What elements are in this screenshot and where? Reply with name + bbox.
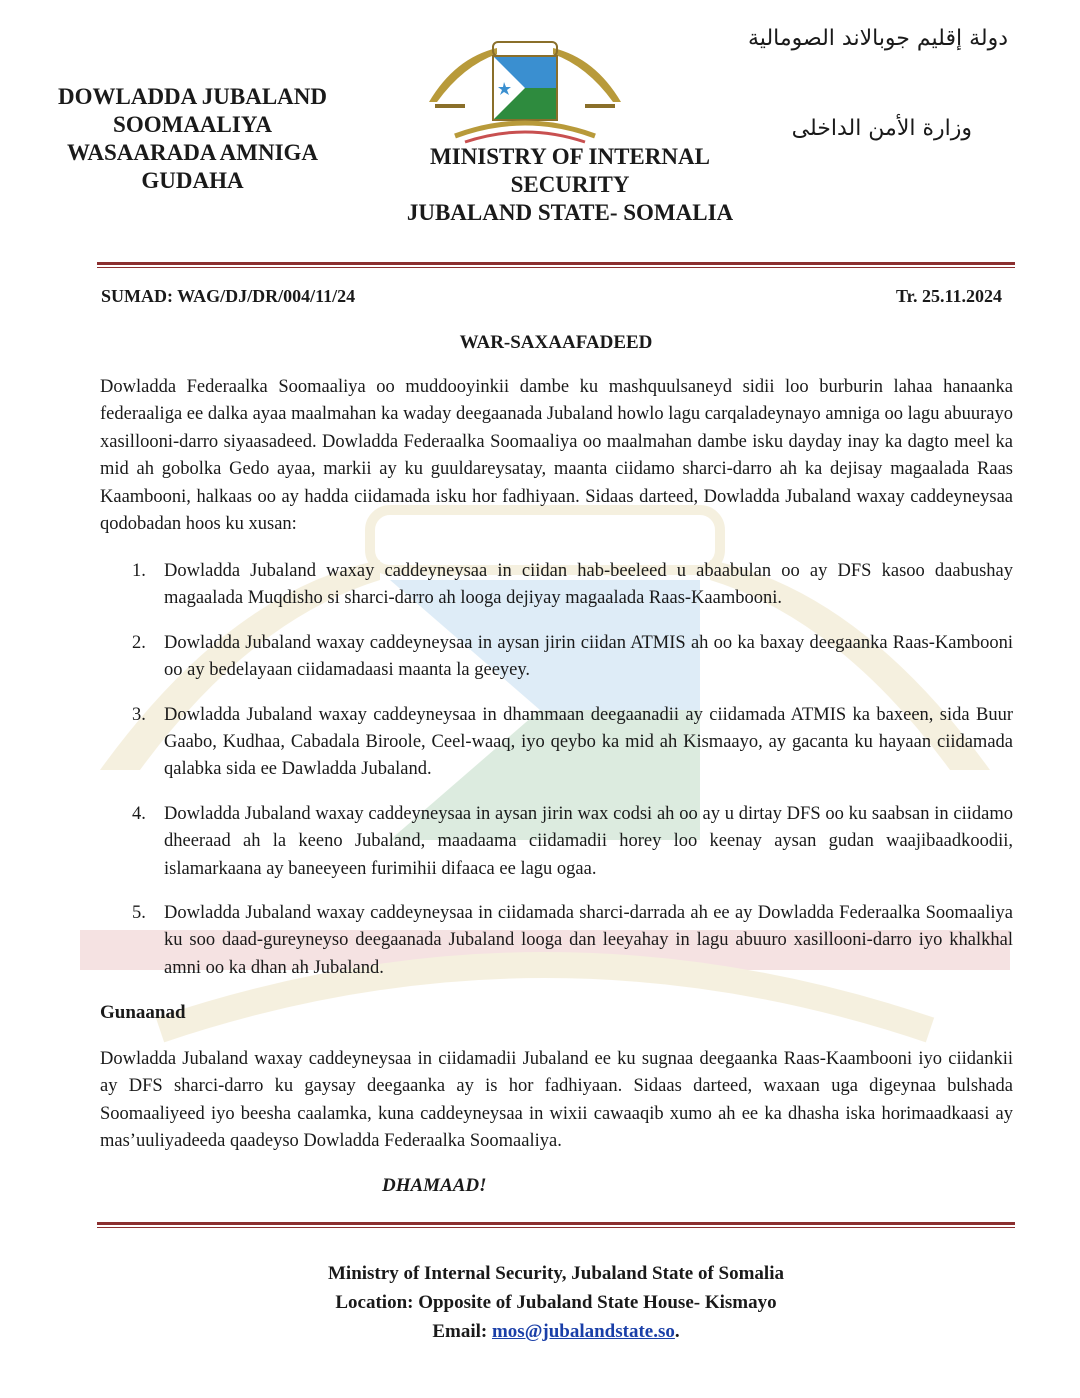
header-divider: [97, 262, 1015, 268]
footer-divider: [97, 1222, 1015, 1228]
list-item-number: 4.: [132, 803, 146, 824]
list-item: [100, 801, 1013, 883]
list-item-text: Dowladda Jubaland waxay caddeyneysaa in aysan jirin wax codsi ah oo ay u dirtay DFS oo ku saabsan in ciidamo dheeraad ah la keeno Jubaland, maadaama ciidamadii horey loo keenay aysan gudan waajibaadkoodii, islamarkaana ay baneeyeen furimihii difaaca ee lagu ogaa.: [164, 803, 1013, 879]
header-arabic-state: دولة إقليم جوبالاند الصومالية: [748, 26, 1008, 51]
list-item-text: Dowladda Jubaland waxay caddeyneysaa in aysan jirin ciidan ATMIS ah oo ka baxay deegaanka Raas-Kambooni oo ay bedelayaan ciidamadaasi maanta la geeyey.: [164, 632, 1013, 681]
footer-email-link[interactable]: mos@jubalandstate.so: [491, 1321, 675, 1342]
header-center-block: [360, 143, 780, 227]
footer-ministry: Ministry of Internal Security, Jubaland State of Somalia: [327, 1263, 784, 1284]
reference-number: SUMAD: WAG/DJ/DR/004/11/24: [101, 286, 356, 306]
points-list: [100, 558, 1013, 982]
footer-block: [0, 1259, 1080, 1346]
header-left-line: SOOMAALIYA: [113, 112, 272, 137]
intro-paragraph: Dowladda Federaalka Soomaaliya oo muddooyinkii dambe ku mashquulsaneyd sidii loo burburin lahaa hanaanka federaaliga ee dalka ayaa maalmahan ka waday deegaanada Jubaland howlo lagu carqaladeynayo amniga oo lagu abuurayo xasillooni-darro siyaasadeed. Dowladda Federaalka Soomaaliya oo maalmahan dambe isku dayday inay ka dagto meel ka mid ah gobolka Gedo ayaa, markii ay ku guuldareysatay, maanta ciidamo sharci-darro ah ka dejisay magaalada Raas Kaambooni, halkaas oo ay hadda ciidamada isku hor fadhiyaan. Sidaas darteed, Dowladda Jubaland waxay caddeyneysaa qodobadan hoos ku xusan:: [100, 377, 1013, 535]
list-item-text: Dowladda Jubaland waxay caddeyneysaa in dhammaan deegaanadii ay ciidamada ATMIS ka baxeen, sida Buur Gaabo, Kudhaa, Cabadala Biroole, Ceel-waaq, iyo qeybo ka mid ah Kismaayo, ay gacanta ku hayaan ciidamada qalabka sida ee Dawladda Jubaland.: [164, 704, 1013, 780]
closing-mark: DHAMAAD!: [382, 1175, 487, 1196]
list-item-number: 5.: [132, 903, 146, 924]
document-title: WAR-SAXAAFADEED: [459, 332, 653, 353]
header-left-line: DOWLADDA JUBALAND: [58, 84, 327, 109]
header-center-line: SECURITY: [510, 172, 630, 197]
list-item-text: Dowladda Jubaland waxay caddeyneysaa in ciidan hab-beeleed u abaabulan oo ay DFS kasoo daabushay magaalada Muqdisho si sharci-darro ah looga dejiyay magaalada Raas-Kaambooni.: [164, 561, 1013, 609]
header-arabic-ministry: وزارة الأمن الداخلى: [791, 116, 972, 141]
conclusion-paragraph: Dowladda Jubaland waxay caddeyneysaa in ciidamadii Jubaland ee ku sugnaa deegaanka Raas-Kaambooni iyo ciidankii ay DFS sharci-darro ku gaysay deegaanka ay is hor fadhiyaan. Sidaas darteed, waxaan uga digeynaa bulshada Soomaaliyeed iyo beesha caalamka, kuna caddeyneysaa in wixii cawaaqib xumo ah ee ka dhasha iska horimaadkaasi ay mas’uuliyadeeda qaadeyso Dowladda Federaalka Soomaaliya.: [100, 1049, 1013, 1152]
header-left-line: GUDAHA: [141, 168, 244, 193]
list-item-number: 1.: [132, 561, 146, 581]
footer-email-label: Email:: [432, 1321, 488, 1342]
list-item-number: 3.: [132, 704, 146, 725]
footer-email-suffix: .: [674, 1321, 680, 1342]
list-item: [100, 900, 1013, 982]
header-left-block: [40, 83, 345, 195]
list-item: [100, 630, 1013, 685]
header-left-line: WASAARADA AMNIGA: [66, 140, 319, 165]
list-item: [100, 702, 1013, 784]
conclusion-heading: Gunaanad: [100, 1002, 186, 1023]
list-item-text: Dowladda Jubaland waxay caddeyneysaa in ciidamada sharci-darrada ah ee ay Dowladda Federaalka Soomaaliya ku soo daad-gureyneyso deegaanada Jubaland looga dan leeyahay in lagu abuuro xasillooni-darro iyo khalkhal amni oo ka dhan ah Jubaland.: [164, 903, 1013, 978]
footer-email-line: [0, 1317, 1080, 1346]
list-item: [100, 558, 1013, 613]
list-item-number: 2.: [132, 632, 146, 653]
footer-location: Location: Opposite of Jubaland State House- Kismayo: [335, 1292, 777, 1313]
header-center-line: JUBALAND STATE- SOMALIA: [406, 200, 734, 225]
header-center-line: MINISTRY OF INTERNAL: [430, 144, 710, 169]
jubaland-emblem-icon: [425, 38, 625, 146]
document-date: Tr. 25.11.2024: [895, 286, 1002, 306]
